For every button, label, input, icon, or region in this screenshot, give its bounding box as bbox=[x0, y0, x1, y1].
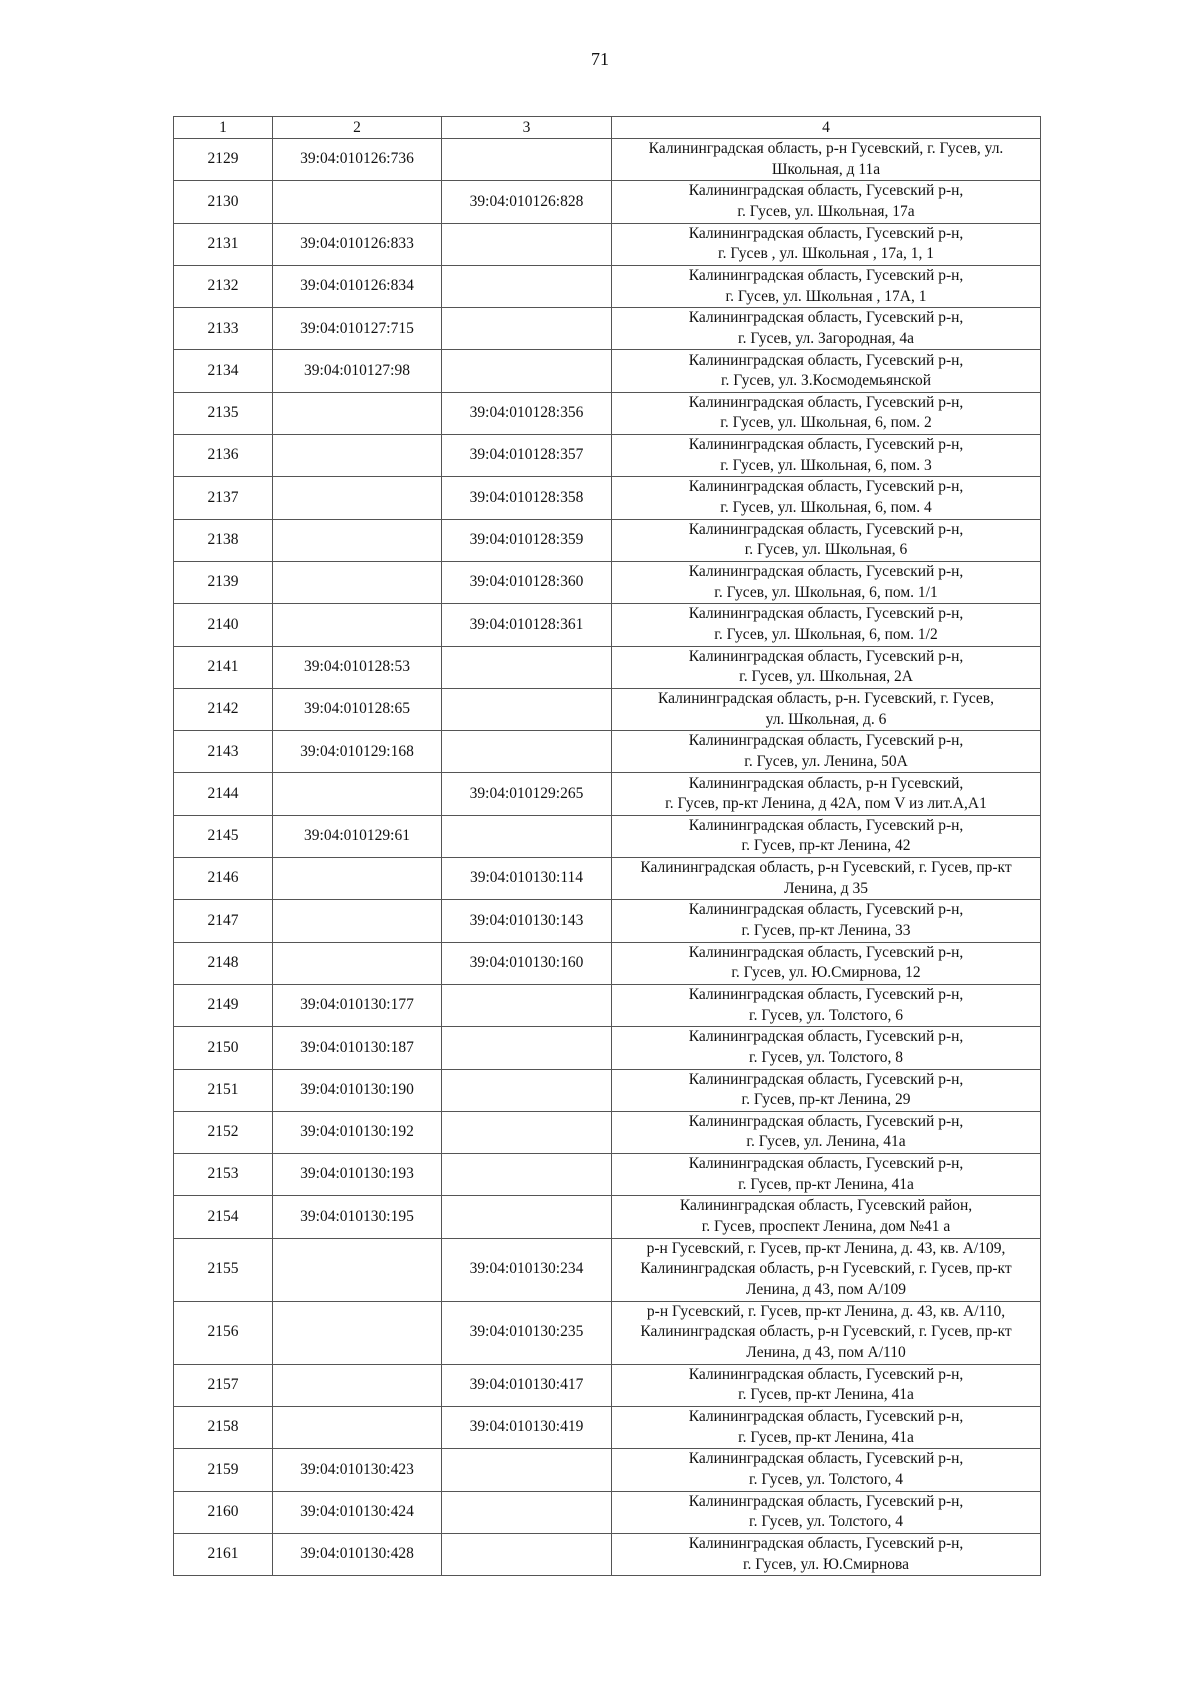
row-number-cell: 2159 bbox=[174, 1449, 273, 1491]
parcel-number-cell: 39:04:010130:177 bbox=[273, 984, 442, 1026]
address-line: Калининградская область, р-н Гусевский, г. Гусев, ул. bbox=[648, 140, 1004, 158]
address-line: Калининградская область, Гусевский р-н, bbox=[688, 351, 964, 369]
address-line: Калининградская область, Гусевский р-н, bbox=[688, 1070, 964, 1088]
address-line: Калининградская область, Гусевский р-н, bbox=[688, 732, 964, 750]
table-header bbox=[174, 117, 1041, 139]
address-cell bbox=[612, 1533, 1041, 1575]
address-line: г. Гусев, ул. Ленина, 41а bbox=[746, 1133, 906, 1151]
parcel-number-cell bbox=[273, 900, 442, 942]
address-cell bbox=[612, 265, 1041, 307]
object-number-cell bbox=[442, 350, 612, 392]
address-line: г. Гусев, ул. Школьная , 17А, 1 bbox=[725, 287, 927, 305]
address-line: Калининградская область, Гусевский р-н, bbox=[688, 1492, 964, 1510]
parcel-number-cell bbox=[273, 1238, 442, 1301]
address-line: г. Гусев, ул. Толстого, 4 bbox=[748, 1470, 904, 1488]
address-line: Калининградская область, Гусевский р-н, bbox=[688, 605, 964, 623]
address-line: г. Гусев, пр-кт Ленина, 29 bbox=[741, 1091, 911, 1109]
object-number-cell: 39:04:010130:160 bbox=[442, 942, 612, 984]
table-row bbox=[174, 604, 1041, 646]
column-header-2: 2 bbox=[273, 117, 442, 139]
address-line: г. Гусев, ул. Ленина, 50А bbox=[744, 752, 908, 770]
parcel-number-cell bbox=[273, 1407, 442, 1449]
table-row bbox=[174, 139, 1041, 181]
parcel-number-cell: 39:04:010130:192 bbox=[273, 1111, 442, 1153]
address-cell bbox=[612, 308, 1041, 350]
object-number-cell bbox=[442, 984, 612, 1026]
address-line: ул. Школьная, д. 6 bbox=[765, 710, 887, 728]
address-line: Калининградская область, Гусевский р-н, bbox=[688, 309, 964, 327]
row-number-cell: 2137 bbox=[174, 477, 273, 519]
table-row bbox=[174, 900, 1041, 942]
address-line: г. Гусев, пр-кт Ленина, 41а bbox=[738, 1175, 914, 1193]
row-number-cell: 2132 bbox=[174, 265, 273, 307]
address-cell bbox=[612, 477, 1041, 519]
address-line: Калининградская область, Гусевский р-н, bbox=[688, 478, 964, 496]
address-line: г. Гусев, ул. Школьная, 6, пом. 1/2 bbox=[714, 625, 938, 643]
table-row bbox=[174, 1154, 1041, 1196]
table-row bbox=[174, 773, 1041, 815]
row-number-cell: 2134 bbox=[174, 350, 273, 392]
row-number-cell: 2141 bbox=[174, 646, 273, 688]
address-line: Калининградская область, р-н Гусевский, г. Гусев, пр-кт bbox=[640, 1323, 1012, 1341]
address-line: г. Гусев, ул. Школьная, 6, пом. 3 bbox=[720, 456, 932, 474]
object-number-cell: 39:04:010130:235 bbox=[442, 1301, 612, 1364]
address-cell bbox=[612, 1364, 1041, 1406]
address-line: г. Гусев, пр-кт Ленина, 42 bbox=[741, 837, 911, 855]
table-row bbox=[174, 477, 1041, 519]
parcel-number-cell: 39:04:010130:187 bbox=[273, 1027, 442, 1069]
table-row bbox=[174, 1027, 1041, 1069]
address-line: Калининградская область, Гусевский р-н, bbox=[688, 943, 964, 961]
address-line: Калининградская область, Гусевский р-н, bbox=[688, 393, 964, 411]
table-row bbox=[174, 561, 1041, 603]
address-line: г. Гусев, ул. Школьная, 6, пом. 2 bbox=[720, 414, 932, 432]
table-row bbox=[174, 688, 1041, 730]
address-line: г. Гусев, ул. Школьная, 17а bbox=[737, 202, 915, 220]
column-header-3: 3 bbox=[442, 117, 612, 139]
address-cell bbox=[612, 858, 1041, 900]
parcel-number-cell bbox=[273, 942, 442, 984]
object-number-cell bbox=[442, 1154, 612, 1196]
address-line: Калининградская область, р-н Гусевский, bbox=[688, 774, 964, 792]
row-number-cell: 2158 bbox=[174, 1407, 273, 1449]
address-cell bbox=[612, 519, 1041, 561]
address-cell bbox=[612, 731, 1041, 773]
object-number-cell bbox=[442, 1196, 612, 1238]
table-row bbox=[174, 1111, 1041, 1153]
address-cell bbox=[612, 1196, 1041, 1238]
address-line: Ленина, д 43, пом А/110 bbox=[746, 1344, 906, 1362]
address-line: Калининградская область, Гусевский р-н, bbox=[688, 182, 964, 200]
address-line: г. Гусев, ул. Ю.Смирнова bbox=[742, 1555, 910, 1573]
object-number-cell: 39:04:010128:358 bbox=[442, 477, 612, 519]
object-number-cell: 39:04:010128:356 bbox=[442, 392, 612, 434]
header-row bbox=[174, 117, 1041, 139]
address-line: Калининградская область, Гусевский р-н, bbox=[688, 563, 964, 581]
object-number-cell: 39:04:010130:234 bbox=[442, 1238, 612, 1301]
parcel-number-cell: 39:04:010127:715 bbox=[273, 308, 442, 350]
row-number-cell: 2135 bbox=[174, 392, 273, 434]
address-line: г. Гусев, ул. Школьная, 2А bbox=[739, 668, 913, 686]
address-cell bbox=[612, 1491, 1041, 1533]
address-line: Калининградская область, р-н. Гусевский, г. Гусев, bbox=[658, 689, 994, 707]
table-row bbox=[174, 223, 1041, 265]
row-number-cell: 2140 bbox=[174, 604, 273, 646]
address-line: г. Гусев, ул. Толстого, 8 bbox=[748, 1048, 904, 1066]
row-number-cell: 2147 bbox=[174, 900, 273, 942]
table-row bbox=[174, 1533, 1041, 1575]
table-row bbox=[174, 731, 1041, 773]
table-row bbox=[174, 308, 1041, 350]
address-line: г. Гусев, ул. Толстого, 4 bbox=[748, 1513, 904, 1531]
column-header-1: 1 bbox=[174, 117, 273, 139]
address-cell bbox=[612, 181, 1041, 223]
parcel-number-cell: 39:04:010129:168 bbox=[273, 731, 442, 773]
object-number-cell: 39:04:010130:419 bbox=[442, 1407, 612, 1449]
row-number-cell: 2133 bbox=[174, 308, 273, 350]
parcel-number-cell: 39:04:010126:736 bbox=[273, 139, 442, 181]
parcel-number-cell bbox=[273, 561, 442, 603]
address-line: Калининградская область, Гусевский р-н, bbox=[688, 647, 964, 665]
object-number-cell bbox=[442, 1111, 612, 1153]
object-number-cell bbox=[442, 1027, 612, 1069]
address-cell bbox=[612, 1238, 1041, 1301]
address-cell bbox=[612, 688, 1041, 730]
row-number-cell: 2130 bbox=[174, 181, 273, 223]
row-number-cell: 2150 bbox=[174, 1027, 273, 1069]
object-number-cell bbox=[442, 223, 612, 265]
address-line: г. Гусев, ул. Школьная, 6 bbox=[744, 541, 908, 559]
address-line: Калининградская область, Гусевский р-н, bbox=[688, 1534, 964, 1552]
address-line: Калининградская область, Гусевский р-н, bbox=[688, 266, 964, 284]
parcel-number-cell bbox=[273, 435, 442, 477]
row-number-cell: 2131 bbox=[174, 223, 273, 265]
object-number-cell: 39:04:010128:357 bbox=[442, 435, 612, 477]
address-line: Ленина, д 43, пом А/109 bbox=[746, 1281, 906, 1299]
row-number-cell: 2160 bbox=[174, 1491, 273, 1533]
row-number-cell: 2138 bbox=[174, 519, 273, 561]
parcel-number-cell: 39:04:010130:190 bbox=[273, 1069, 442, 1111]
parcel-number-cell bbox=[273, 519, 442, 561]
address-line: Калининградская область, р-н Гусевский, г. Гусев, пр-кт bbox=[640, 1260, 1012, 1278]
object-number-cell bbox=[442, 1533, 612, 1575]
address-line: г. Гусев, ул. Загородная, 4а bbox=[737, 329, 915, 347]
address-line: Калининградская область, Гусевский р-н, bbox=[688, 816, 964, 834]
parcel-number-cell: 39:04:010130:193 bbox=[273, 1154, 442, 1196]
table-row bbox=[174, 1301, 1041, 1364]
table-row bbox=[174, 815, 1041, 857]
object-number-cell bbox=[442, 265, 612, 307]
address-cell bbox=[612, 773, 1041, 815]
address-cell bbox=[612, 984, 1041, 1026]
address-cell bbox=[612, 942, 1041, 984]
parcel-number-cell bbox=[273, 773, 442, 815]
parcel-number-cell: 39:04:010128:53 bbox=[273, 646, 442, 688]
table-row bbox=[174, 1069, 1041, 1111]
address-line: Калининградская область, Гусевский район, bbox=[679, 1197, 973, 1215]
parcel-number-cell bbox=[273, 181, 442, 223]
table-row bbox=[174, 1196, 1041, 1238]
address-cell bbox=[612, 1407, 1041, 1449]
address-line: г. Гусев , ул. Школьная , 17а, 1, 1 bbox=[718, 245, 934, 263]
object-number-cell bbox=[442, 1491, 612, 1533]
object-number-cell bbox=[442, 308, 612, 350]
address-cell bbox=[612, 1027, 1041, 1069]
table-row bbox=[174, 1407, 1041, 1449]
parcel-number-cell: 39:04:010130:428 bbox=[273, 1533, 442, 1575]
table-row bbox=[174, 1238, 1041, 1301]
address-cell bbox=[612, 561, 1041, 603]
address-line: Калининградская область, Гусевский р-н, bbox=[688, 520, 964, 538]
address-line: г. Гусев, ул. Толстого, 6 bbox=[748, 1006, 904, 1024]
object-number-cell bbox=[442, 139, 612, 181]
address-line: р-н Гусевский, г. Гусев, пр-кт Ленина, д. 43, кв. А/110, bbox=[646, 1302, 1006, 1320]
address-line: г. Гусев, ул. З.Космодемьянской bbox=[720, 372, 932, 390]
row-number-cell: 2155 bbox=[174, 1238, 273, 1301]
address-line: р-н Гусевский, г. Гусев, пр-кт Ленина, д. 43, кв. А/109, bbox=[646, 1239, 1006, 1257]
address-line: г. Гусев, пр-кт Ленина, 41а bbox=[738, 1428, 914, 1446]
parcel-number-cell: 39:04:010130:195 bbox=[273, 1196, 442, 1238]
row-number-cell: 2161 bbox=[174, 1533, 273, 1575]
table-row bbox=[174, 942, 1041, 984]
address-line: Калининградская область, р-н Гусевский, г. Гусев, пр-кт bbox=[640, 859, 1012, 877]
table-body bbox=[174, 139, 1041, 1576]
table-row bbox=[174, 350, 1041, 392]
address-cell bbox=[612, 1154, 1041, 1196]
table-row bbox=[174, 858, 1041, 900]
address-line: Калининградская область, Гусевский р-н, bbox=[688, 1365, 964, 1383]
address-line: Калининградская область, Гусевский р-н, bbox=[688, 1155, 964, 1173]
row-number-cell: 2144 bbox=[174, 773, 273, 815]
address-line: Калининградская область, Гусевский р-н, bbox=[688, 985, 964, 1003]
table-row bbox=[174, 1449, 1041, 1491]
address-cell bbox=[612, 435, 1041, 477]
address-cell bbox=[612, 646, 1041, 688]
row-number-cell: 2146 bbox=[174, 858, 273, 900]
address-line: Калининградская область, Гусевский р-н, bbox=[688, 224, 964, 242]
table-row bbox=[174, 435, 1041, 477]
row-number-cell: 2129 bbox=[174, 139, 273, 181]
row-number-cell: 2152 bbox=[174, 1111, 273, 1153]
table-row bbox=[174, 519, 1041, 561]
row-number-cell: 2145 bbox=[174, 815, 273, 857]
row-number-cell: 2151 bbox=[174, 1069, 273, 1111]
table-row bbox=[174, 646, 1041, 688]
address-line: Ленина, д 35 bbox=[783, 879, 869, 897]
address-line: г. Гусев, проспект Ленина, дом №41 а bbox=[701, 1218, 951, 1236]
parcel-number-cell bbox=[273, 477, 442, 519]
address-line: г. Гусев, пр-кт Ленина, 33 bbox=[741, 921, 911, 939]
register-table bbox=[173, 116, 1041, 1576]
parcel-number-cell bbox=[273, 392, 442, 434]
row-number-cell: 2157 bbox=[174, 1364, 273, 1406]
row-number-cell: 2148 bbox=[174, 942, 273, 984]
parcel-number-cell: 39:04:010126:834 bbox=[273, 265, 442, 307]
object-number-cell: 39:04:010130:114 bbox=[442, 858, 612, 900]
object-number-cell: 39:04:010128:359 bbox=[442, 519, 612, 561]
object-number-cell bbox=[442, 731, 612, 773]
object-number-cell bbox=[442, 646, 612, 688]
address-cell bbox=[612, 1301, 1041, 1364]
address-line: Калининградская область, Гусевский р-н, bbox=[688, 1028, 964, 1046]
address-line: Калининградская область, Гусевский р-н, bbox=[688, 901, 964, 919]
parcel-number-cell: 39:04:010129:61 bbox=[273, 815, 442, 857]
address-cell bbox=[612, 900, 1041, 942]
object-number-cell: 39:04:010128:361 bbox=[442, 604, 612, 646]
object-number-cell bbox=[442, 1449, 612, 1491]
address-cell bbox=[612, 350, 1041, 392]
row-number-cell: 2142 bbox=[174, 688, 273, 730]
address-cell bbox=[612, 1449, 1041, 1491]
parcel-number-cell bbox=[273, 604, 442, 646]
parcel-number-cell: 39:04:010128:65 bbox=[273, 688, 442, 730]
address-line: Школьная, д 11а bbox=[771, 160, 881, 178]
address-line: г. Гусев, ул. Ю.Смирнова, 12 bbox=[731, 964, 921, 982]
address-cell bbox=[612, 1069, 1041, 1111]
address-cell bbox=[612, 223, 1041, 265]
table-row bbox=[174, 1491, 1041, 1533]
parcel-number-cell bbox=[273, 858, 442, 900]
parcel-number-cell: 39:04:010130:424 bbox=[273, 1491, 442, 1533]
row-number-cell: 2139 bbox=[174, 561, 273, 603]
object-number-cell: 39:04:010130:417 bbox=[442, 1364, 612, 1406]
address-line: г. Гусев, пр-кт Ленина, 41а bbox=[738, 1386, 914, 1404]
address-line: Калининградская область, Гусевский р-н, bbox=[688, 436, 964, 454]
address-line: г. Гусев, ул. Школьная, 6, пом. 4 bbox=[720, 499, 932, 517]
row-number-cell: 2153 bbox=[174, 1154, 273, 1196]
object-number-cell: 39:04:010130:143 bbox=[442, 900, 612, 942]
parcel-number-cell bbox=[273, 1364, 442, 1406]
row-number-cell: 2136 bbox=[174, 435, 273, 477]
address-cell bbox=[612, 392, 1041, 434]
address-line: г. Гусев, ул. Школьная, 6, пом. 1/1 bbox=[714, 583, 938, 601]
page-number: 71 bbox=[591, 49, 609, 69]
table-row bbox=[174, 392, 1041, 434]
parcel-number-cell: 39:04:010130:423 bbox=[273, 1449, 442, 1491]
parcel-number-cell: 39:04:010126:833 bbox=[273, 223, 442, 265]
object-number-cell bbox=[442, 1069, 612, 1111]
address-cell bbox=[612, 604, 1041, 646]
table-row bbox=[174, 1364, 1041, 1406]
address-line: г. Гусев, пр-кт Ленина, д 42А, пом V из лит.А,А1 bbox=[665, 795, 987, 813]
address-line: Калининградская область, Гусевский р-н, bbox=[688, 1112, 964, 1130]
row-number-cell: 2156 bbox=[174, 1301, 273, 1364]
address-line: Калининградская область, Гусевский р-н, bbox=[688, 1408, 964, 1426]
object-number-cell: 39:04:010128:360 bbox=[442, 561, 612, 603]
object-number-cell: 39:04:010126:828 bbox=[442, 181, 612, 223]
table-row bbox=[174, 984, 1041, 1026]
table-row bbox=[174, 181, 1041, 223]
row-number-cell: 2149 bbox=[174, 984, 273, 1026]
address-line: Калининградская область, Гусевский р-н, bbox=[688, 1450, 964, 1468]
parcel-number-cell: 39:04:010127:98 bbox=[273, 350, 442, 392]
object-number-cell bbox=[442, 815, 612, 857]
column-header-4: 4 bbox=[612, 117, 1041, 139]
parcel-number-cell bbox=[273, 1301, 442, 1364]
object-number-cell: 39:04:010129:265 bbox=[442, 773, 612, 815]
row-number-cell: 2143 bbox=[174, 731, 273, 773]
address-cell bbox=[612, 1111, 1041, 1153]
address-cell bbox=[612, 139, 1041, 181]
row-number-cell: 2154 bbox=[174, 1196, 273, 1238]
object-number-cell bbox=[442, 688, 612, 730]
address-cell bbox=[612, 815, 1041, 857]
table-row bbox=[174, 265, 1041, 307]
